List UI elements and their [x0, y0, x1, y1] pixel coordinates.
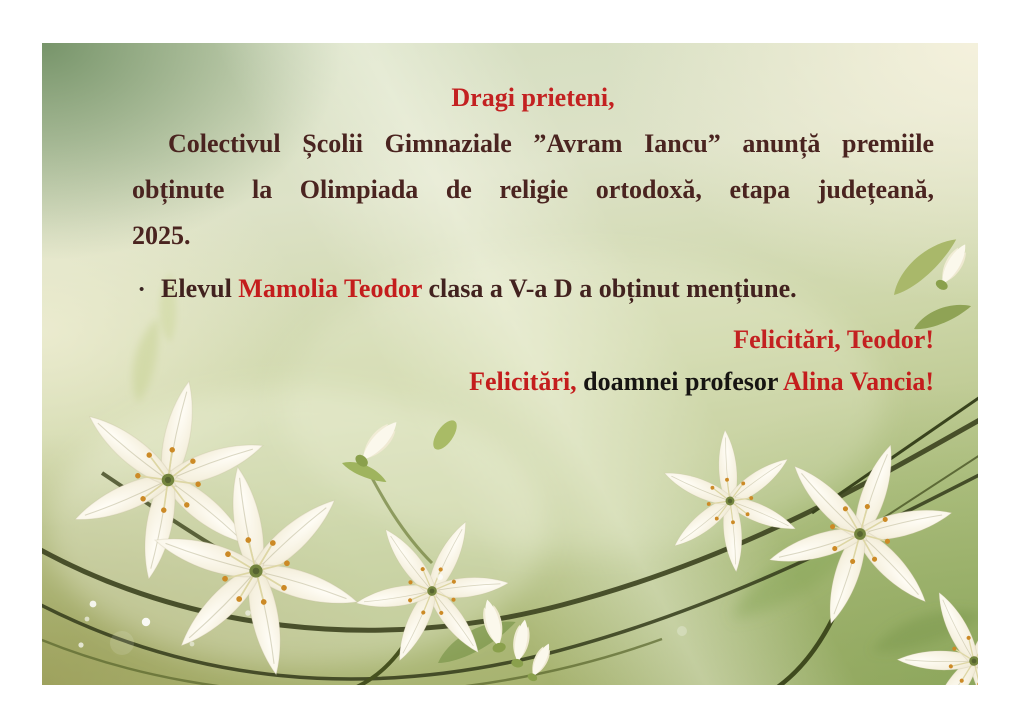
bullet-text-pre: Elevul [161, 274, 239, 303]
announcement-paragraph [132, 121, 934, 259]
floral-background [42, 43, 978, 685]
announcement-text [132, 43, 934, 403]
bullet-text-post: clasa a V-a D a obținut mențiune. [422, 274, 797, 303]
congrats-teacher-line [132, 361, 934, 403]
congrats-teacher-middle: doamnei profesor [576, 367, 783, 396]
student-name: Mamolia Teodor [238, 274, 422, 303]
bud [525, 641, 555, 684]
award-bullet-item [132, 266, 934, 313]
greeting-line: Dragi prieteni, [451, 83, 615, 112]
teacher-name: Alina Vancia! [783, 367, 934, 396]
paragraph-line-2: obținute la Olimpiada de religie ortodoxă, etapa județeană, [132, 175, 934, 204]
paragraph-line-1: Colectivul Școlii Gimnaziale ”Avram Iancu” anunță premiile [168, 129, 934, 158]
congrats-student-line: Felicitări, Teodor! [733, 325, 934, 354]
congrats-teacher-pre: Felicitări, [469, 367, 577, 396]
bud [509, 618, 533, 668]
bullet-icon: • [139, 282, 145, 298]
paragraph-line-3: 2025. [132, 221, 191, 250]
